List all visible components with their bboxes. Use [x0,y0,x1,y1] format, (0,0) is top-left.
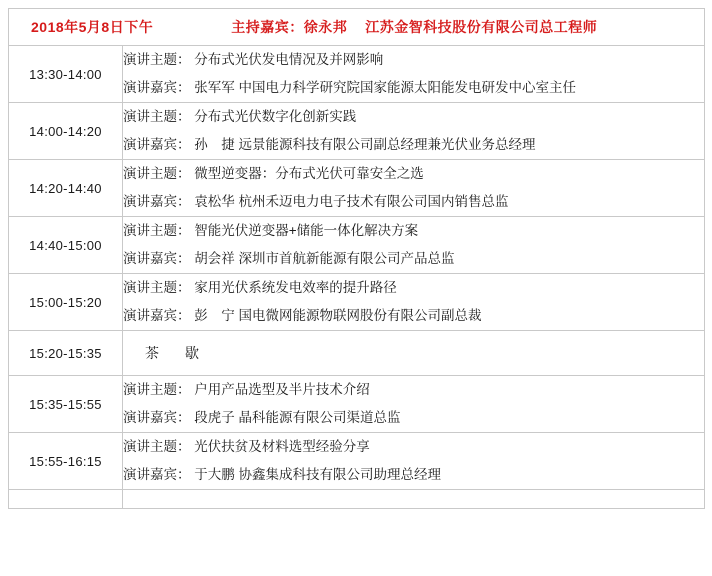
topic-value: 智能光伏逆变器+储能一体化解决方案 [194,223,419,238]
row-time: 14:20-14:40 [9,160,123,217]
row-topic-line [123,46,704,74]
table-row [9,160,705,217]
speaker-label: 演讲嘉宾： [123,194,191,209]
row-topic-line [123,376,704,404]
row-content [123,103,705,160]
table-row [9,103,705,160]
speaker-label: 演讲嘉宾： [123,251,191,266]
agenda-host: 主持嘉宾：徐永邦 [231,19,348,35]
agenda-table [8,8,705,509]
speaker-value: 袁松华 杭州禾迈电力电子技术有限公司国内销售总监 [194,194,509,209]
agenda-header-row [9,9,705,46]
speaker-label: 演讲嘉宾： [123,410,191,425]
speaker-value: 于大鹏 协鑫集成科技有限公司助理总经理 [194,467,442,482]
row-time: 14:40-15:00 [9,217,123,274]
speaker-value: 段虎子 晶科能源有限公司渠道总监 [194,410,401,425]
row-speaker-line [123,302,704,330]
row-topic-line [123,433,704,461]
topic-value: 分布式光伏数字化创新实践 [194,109,357,124]
table-row-partial [9,490,705,509]
topic-value: 光伏扶贫及材料选型经验分享 [194,439,370,454]
row-content [123,46,705,103]
row-time: 15:35-15:55 [9,376,123,433]
row-speaker-line [123,461,704,489]
topic-label: 演讲主题： [123,109,191,124]
row-time: 15:55-16:15 [9,433,123,490]
row-content [123,160,705,217]
topic-label: 演讲主题： [123,280,191,295]
topic-label: 演讲主题： [123,439,191,454]
topic-value: 户用产品选型及半片技术介绍 [194,382,370,397]
topic-label: 演讲主题： [123,223,191,238]
speaker-label: 演讲嘉宾： [123,80,191,95]
row-content [123,274,705,331]
table-row-break [9,331,705,376]
table-row [9,217,705,274]
row-time-partial [9,490,123,509]
row-speaker-line [123,131,704,159]
table-row [9,46,705,103]
agenda-date: 2018年5月8日下午 [31,19,154,35]
speaker-value: 孙 捷 远景能源科技有限公司副总经理兼光伏业务总经理 [194,137,536,152]
row-content-partial [123,490,705,509]
row-topic-line [123,160,704,188]
table-row [9,274,705,331]
row-topic-line [123,217,704,245]
row-content [123,433,705,490]
row-topic-line [123,103,704,131]
topic-value: 分布式光伏发电情况及并网影响 [194,52,384,67]
topic-label: 演讲主题： [123,52,191,67]
row-time: 14:00-14:20 [9,103,123,160]
row-speaker-line [123,74,704,102]
topic-value: 微型逆变器：分布式光伏可靠安全之选 [194,166,424,181]
agenda-host-title: 江苏金智科技股份有限公司总工程师 [365,19,598,35]
row-speaker-line [123,404,704,432]
row-speaker-line [123,245,704,273]
speaker-label: 演讲嘉宾： [123,308,191,323]
speaker-value: 胡会祥 深圳市首航新能源有限公司产品总监 [194,251,455,266]
speaker-value: 张军军 中国电力科学研究院国家能源太阳能发电研发中心室主任 [194,80,577,95]
table-row [9,376,705,433]
row-time: 15:00-15:20 [9,274,123,331]
row-topic-line [123,274,704,302]
row-content [123,331,705,376]
row-time: 15:20-15:35 [9,331,123,376]
topic-label: 演讲主题： [123,166,191,181]
break-label: 茶 歇 [145,345,205,361]
table-row [9,433,705,490]
row-time: 13:30-14:00 [9,46,123,103]
speaker-label: 演讲嘉宾： [123,467,191,482]
row-speaker-line [123,188,704,216]
speaker-label: 演讲嘉宾： [123,137,191,152]
row-content [123,217,705,274]
row-content [123,376,705,433]
speaker-value: 彭 宁 国电微网能源物联网股份有限公司副总裁 [194,308,482,323]
topic-value: 家用光伏系统发电效率的提升路径 [194,280,397,295]
topic-label: 演讲主题： [123,382,191,397]
agenda-header-cell [9,9,705,46]
